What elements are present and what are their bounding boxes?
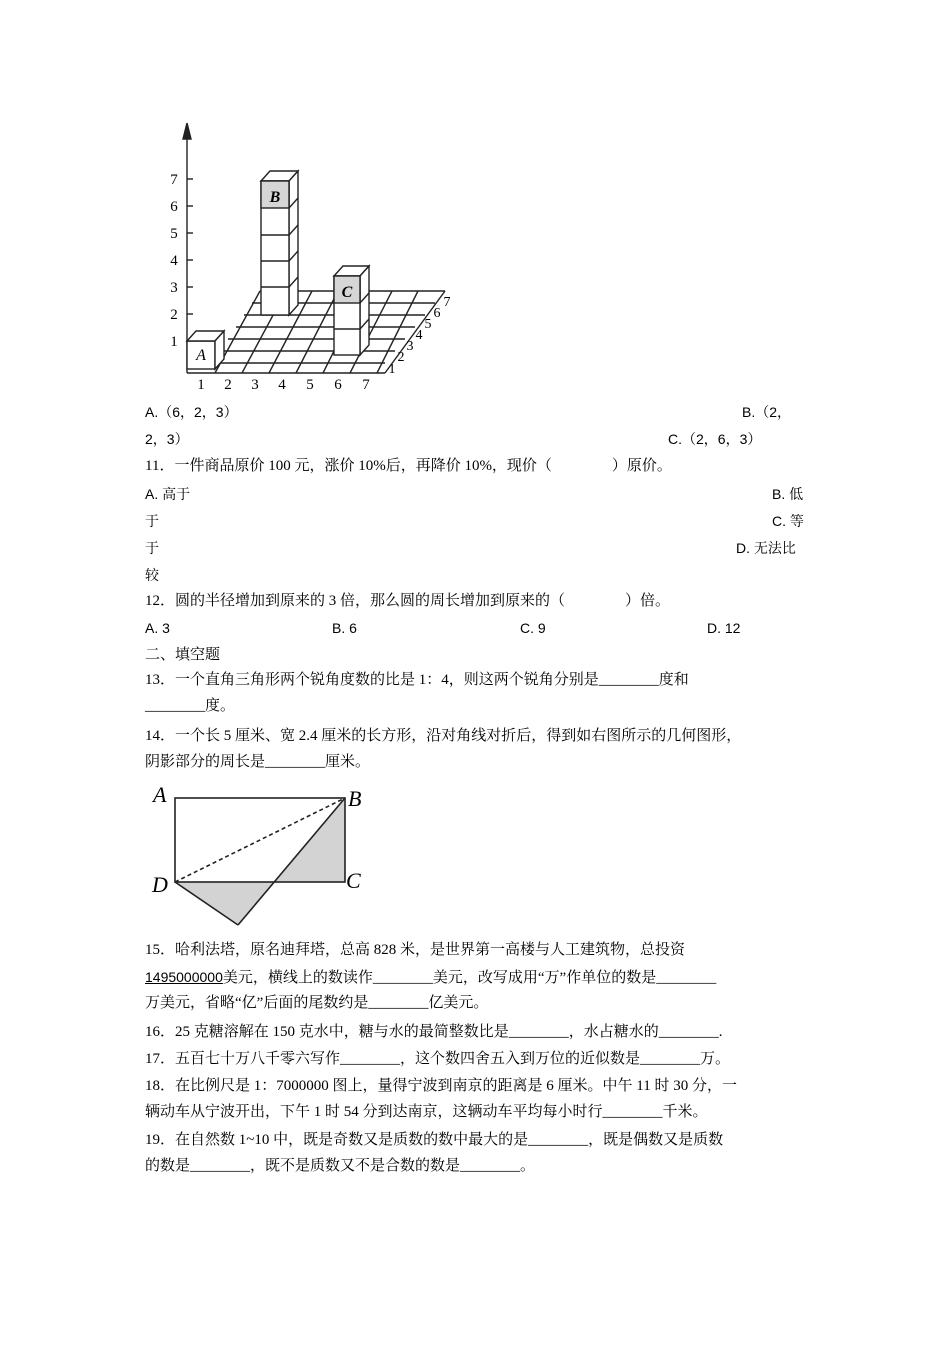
q18-line1: 18．在比例尺是 1：7000000 图上，量得宁波到南京的距离是 6 厘米。中午 11 时 30 分，一	[145, 1078, 737, 1094]
z-tick-label: 4	[415, 328, 423, 343]
fold-label-a: A	[153, 782, 167, 807]
q15-line3: 万美元，省略“亿”后面的尾数约是________亿美元。	[145, 995, 489, 1011]
y-tick-label: 2	[170, 307, 178, 323]
q15-amount: 1495000000	[145, 969, 223, 985]
y-tick-label: 7	[170, 172, 178, 188]
x-tick-label: 1	[197, 377, 205, 393]
y-tick-label: 3	[170, 280, 178, 296]
x-tick-label: 6	[334, 377, 342, 393]
q11-option-b-cont: 于	[145, 513, 159, 529]
q10-option-a: A.（6，2，3）	[145, 404, 238, 420]
x-tick-label: 5	[306, 377, 314, 393]
cube-coordinate-figure	[160, 115, 470, 395]
z-tick-label: 6	[433, 306, 441, 321]
q12-stem: 12．圆的半径增加到原来的 3 倍，那么圆的周长增加到原来的（ ）倍。	[145, 593, 671, 609]
folded-rectangle-figure	[150, 780, 380, 930]
section-heading: 二、填空题	[145, 647, 221, 663]
q11-option-d-cont: 较	[145, 567, 159, 583]
x-tick-label: 7	[362, 377, 370, 393]
cube-label-c: C	[341, 284, 353, 301]
z-tick-label: 5	[424, 317, 432, 332]
z-tick-label: 3	[406, 339, 414, 354]
q12-option-c: C. 9	[520, 620, 546, 636]
cube-label-b: B	[269, 189, 281, 206]
y-tick-label: 6	[170, 199, 178, 215]
q11-stem: 11．一件商品原价 100 元，涨价 10%后，再降价 10%，现价（ ）原价。	[145, 458, 672, 474]
cube-label-a: A	[196, 347, 206, 364]
q11-option-c-cont: 于	[145, 540, 159, 556]
q10-option-b-cont: 2，3）	[145, 431, 189, 447]
y-tick-label: 5	[170, 226, 178, 242]
z-tick-label: 1	[388, 362, 396, 377]
q19-line1: 19．在自然数 1~10 中，既是奇数又是质数的数中最大的是________，既是偶数又是质数	[145, 1132, 724, 1148]
q15-line2	[145, 967, 716, 988]
q13-line2: ________度。	[145, 698, 236, 714]
q15-line2-rest: 美元，横线上的数读作________美元，改写成用“万”作单位的数是________	[222, 970, 717, 986]
q10-option-c: C.（2，6，3）	[668, 431, 762, 447]
y-tick-label: 1	[170, 334, 178, 350]
q12-option-a: A. 3	[145, 620, 170, 636]
q12-option-d: D. 12	[707, 620, 741, 636]
fold-label-d: D	[152, 872, 168, 897]
z-tick-label: 7	[443, 295, 451, 310]
q11-option-a: A. 高于	[145, 486, 191, 502]
y-tick-label: 4	[170, 253, 178, 269]
q14-line2: 阴影部分的周长是________厘米。	[145, 754, 371, 770]
q10-option-b: B.（2，	[742, 404, 792, 420]
fold-label-b: B	[348, 786, 362, 811]
x-tick-label: 3	[251, 377, 259, 393]
q18-line2: 辆动车从宁波开出，下午 1 时 54 分到达南京，这辆动车平均每小时行________千米。	[145, 1104, 708, 1120]
q16: 16．25 克糖溶解在 150 克水中，糖与水的最简整数比是________，水占糖水的________.	[145, 1024, 723, 1040]
q15-line1: 15．哈利法塔，原名迪拜塔，总高 828 米，是世界第一高楼与人工建筑物，总投资	[145, 942, 686, 958]
x-tick-label: 2	[224, 377, 232, 393]
q14-line1: 14．一个长 5 厘米、宽 2.4 厘米的长方形，沿对角线对折后，得到如右图所示的几何图形，	[145, 728, 742, 744]
q17: 17．五百七十万八千零六写作________，这个数四舍五入到万位的近似数是________万。	[145, 1051, 731, 1067]
q12-option-b: B. 6	[332, 620, 357, 636]
q11-option-c: C. 等	[772, 513, 804, 529]
z-tick-label: 2	[397, 350, 405, 365]
x-tick-label: 4	[278, 377, 286, 393]
q11-option-d: D. 无法比	[736, 540, 796, 556]
q13-line1: 13．一个直角三角形两个锐角度数的比是 1：4，则这两个锐角分别是________度和	[145, 672, 689, 688]
q19-line2: 的数是________，既不是质数又不是合数的数是________。	[145, 1158, 536, 1174]
fold-label-c: C	[346, 868, 361, 893]
q11-option-b: B. 低	[772, 486, 804, 502]
